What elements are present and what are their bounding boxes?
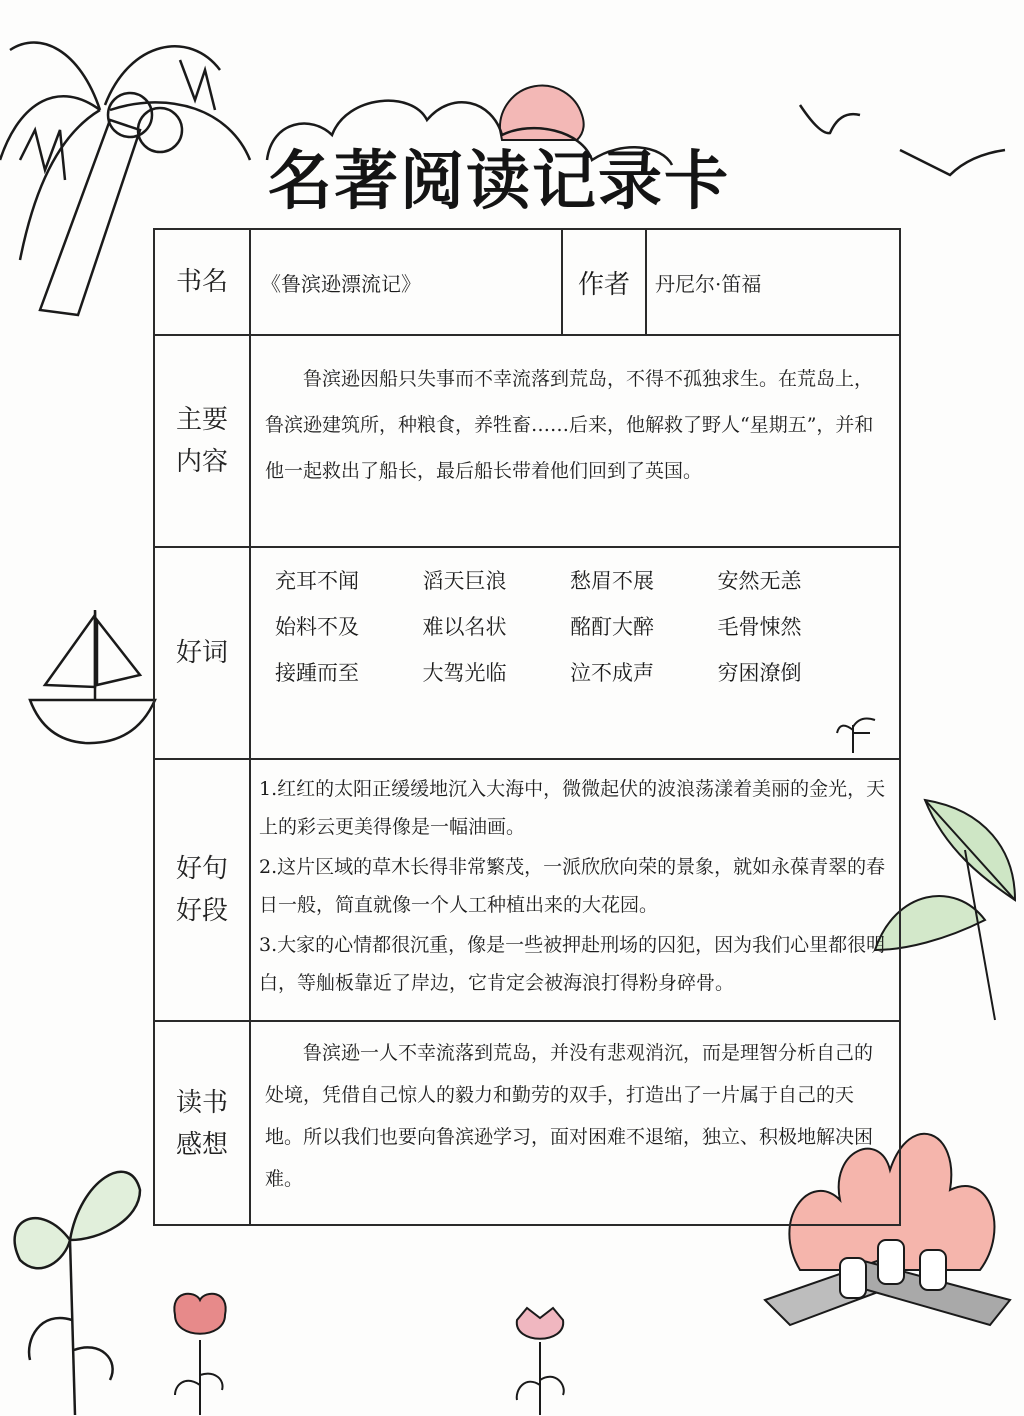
word-item: 穷困潦倒 <box>717 661 802 685</box>
sentences-label: 好句 好段 <box>155 760 251 1020</box>
thoughts-label: 读书 感想 <box>155 1022 251 1226</box>
content-label: 主要 内容 <box>155 336 251 546</box>
content-text: 鲁滨逊因船只失事而不幸流落到荒岛，不得不孤独求生。在荒岛上，鲁滨逊建筑所，种粮食，养牲畜……后来，他解救了野人“星期五”，并和他一起救出了船长，最后船长带着他们回到了英国。 <box>265 368 874 482</box>
words-label: 好词 <box>155 548 251 758</box>
word-item: 难以名状 <box>422 615 507 639</box>
thoughts-text: 鲁滨逊一人不幸流落到荒岛，并没有悲观消沉，而是理智分析自己的处境，凭借自己惊人的毅力和勤劳的双手，打造出了一片属于自己的天地。所以我们也要向鲁滨逊学习，面对困难不退缩，独立、积极地解决困难。 <box>265 1042 874 1190</box>
word-item: 泣不成声 <box>570 661 654 685</box>
tulip-flower-drawing <box>505 1300 575 1416</box>
sentence-item: 3.大家的心情都很沉重，像是一些被押赴刑场的囚犯，因为我们心里都很明白，等舢板靠近了岸边，它肯定会被海浪打得粉身碎骨。 <box>259 934 886 994</box>
content-row <box>155 336 899 548</box>
author-value: 丹尼尔·笛福 <box>655 272 762 296</box>
author-label: 作者 <box>577 269 630 300</box>
clover-plant-drawing <box>0 1120 150 1416</box>
words-row <box>155 548 899 760</box>
reading-card <box>153 228 901 1226</box>
word-item: 始料不及 <box>275 615 359 639</box>
sentence-item: 1.红红的太阳正缓缓地沉入大海中，微微起伏的波浪荡漾着美丽的金光，天上的彩云更美得像是一幅油画。 <box>259 778 886 838</box>
rose-flower-drawing <box>160 1285 240 1416</box>
word-item: 酩酊大醉 <box>570 615 654 639</box>
word-item: 安然无恙 <box>717 569 802 593</box>
words-grid <box>275 566 865 688</box>
book-label: 书名 <box>155 230 251 334</box>
birds-drawing <box>790 95 1024 185</box>
word-item: 毛骨悚然 <box>717 615 802 639</box>
author-label-cell <box>561 230 647 334</box>
sentences-row <box>155 760 899 1022</box>
sailboat-drawing <box>25 605 160 750</box>
word-item: 大驾光临 <box>422 661 507 685</box>
word-item: 接踵而至 <box>275 661 359 685</box>
book-row <box>155 230 899 336</box>
word-item: 滔天巨浪 <box>422 569 507 593</box>
book-value: 《鲁滨逊漂流记》 <box>261 272 421 296</box>
word-item: 充耳不闻 <box>275 569 359 593</box>
sentence-item: 2.这片区域的草木长得非常繁茂，一派欣欣向荣的景象，就如永葆青翠的春日一般，简直就像一个人工种植出来的大花园。 <box>259 856 886 916</box>
page-title: 名著阅读记录卡 <box>268 144 730 219</box>
thoughts-row <box>155 1022 899 1226</box>
word-item: 愁眉不展 <box>570 569 654 593</box>
